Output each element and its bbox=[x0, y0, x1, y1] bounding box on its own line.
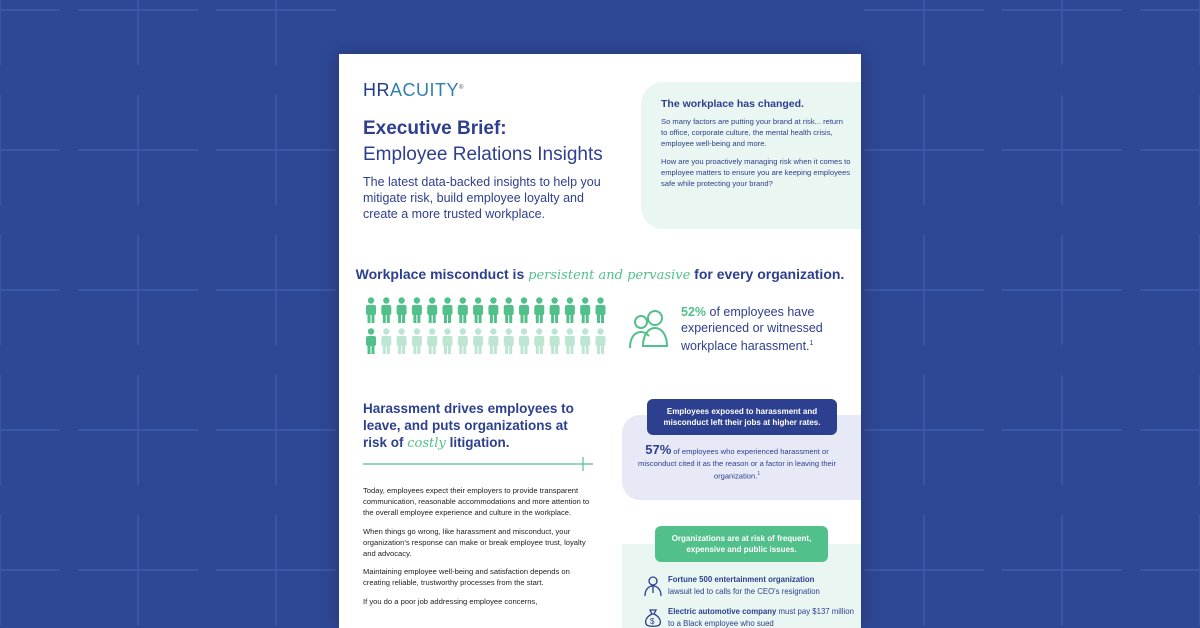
executive-brief-document bbox=[339, 54, 861, 628]
person-figure bbox=[488, 297, 498, 323]
person-figure bbox=[366, 328, 376, 354]
person-figure bbox=[397, 328, 407, 354]
person-figure bbox=[565, 297, 575, 323]
changed-heading: The workplace has changed. bbox=[661, 98, 804, 110]
person-figure bbox=[519, 328, 529, 354]
person-figure bbox=[565, 328, 575, 354]
person-figure bbox=[473, 328, 483, 354]
person-figure bbox=[412, 328, 422, 354]
person-figure bbox=[381, 328, 391, 354]
intro-text: The latest data-backed insights to help you mitigate risk, build employee loyalty and create a more trusted workplace. bbox=[363, 175, 601, 221]
section-divider bbox=[363, 456, 595, 472]
risk-pill: Organizations are at risk of frequent, expensive and public issues. bbox=[655, 526, 828, 562]
person-figure bbox=[458, 297, 468, 323]
person-figure bbox=[443, 328, 453, 354]
person-figure bbox=[366, 297, 376, 323]
person-figure bbox=[443, 297, 453, 323]
people-pictogram bbox=[365, 297, 610, 359]
person-figure bbox=[519, 297, 529, 323]
person-figure bbox=[381, 297, 391, 323]
leaving-stat: 57% of employees who experienced harassment or misconduct cited it as the reason or a factor in leaving their organization.$^1$ bbox=[638, 442, 836, 481]
hr-acuity-logo: HRACUITY® bbox=[363, 80, 464, 100]
workplace-changed-box bbox=[641, 82, 861, 229]
person-figure bbox=[397, 297, 407, 323]
person-figure bbox=[550, 297, 560, 323]
person-figure bbox=[412, 297, 422, 323]
money-bag-icon bbox=[644, 608, 662, 628]
person-figure bbox=[550, 328, 560, 354]
exposed-pill: Employees exposed to harassment and misconduct left their jobs at higher rates. bbox=[647, 399, 837, 435]
person-figure bbox=[580, 328, 590, 354]
case-automotive: $ Electric automotive company must pay $137 million to a Black employee who sued bbox=[644, 606, 854, 628]
people-group-icon bbox=[627, 308, 673, 350]
person-figure bbox=[534, 328, 544, 354]
person-figure bbox=[504, 297, 514, 323]
harassment-body: Today, employees expect their employers to provide transparent communication, reasonable accommodations and more attention to the overall employee experience and culture in the workplace. When things go wrong, like harassment and misconduct, your organization's response can make or break employee trust, loyalty and advocacy. Maintaining employee well-being and satisfaction depends on creating reliable, trustworthy processes from the start. If you do a poor job addressing employee concerns, bbox=[363, 486, 590, 606]
changed-paragraph-2: How are you proactively managing risk when it comes to employee matters to ensure you are keeping employees safe while protecting your brand? bbox=[661, 156, 851, 189]
changed-paragraph-1: So many factors are putting your brand at risk... return to office, corporate culture, the mental health crisis, employee well-being and more. bbox=[661, 117, 843, 149]
person-figure bbox=[427, 297, 437, 323]
person-suit-icon bbox=[644, 576, 662, 596]
person-figure bbox=[596, 328, 606, 354]
person-figure bbox=[504, 328, 514, 354]
person-figure bbox=[458, 328, 468, 354]
person-figure bbox=[488, 328, 498, 354]
misconduct-headline: Workplace misconduct is persistent and pervasive for every organization. bbox=[355, 266, 845, 283]
page-title: Executive Brief: bbox=[363, 118, 507, 139]
person-figure bbox=[580, 297, 590, 323]
harassment-stat: 52% of employees have experienced or witnessed workplace harassment.$^1$ bbox=[681, 305, 823, 354]
harassment-headline: Harassment drives employees to leave, and puts organizations at risk of costly litigation. bbox=[363, 401, 574, 451]
person-figure bbox=[596, 297, 606, 323]
person-figure bbox=[473, 297, 483, 323]
svg-text:$: $ bbox=[650, 617, 655, 626]
page-subtitle: Employee Relations Insights bbox=[363, 144, 603, 165]
person-figure bbox=[534, 297, 544, 323]
person-figure bbox=[427, 328, 437, 354]
case-entertainment: Fortune 500 entertainment organization lawsuit led to calls for the CEO's resignation bbox=[644, 574, 854, 598]
